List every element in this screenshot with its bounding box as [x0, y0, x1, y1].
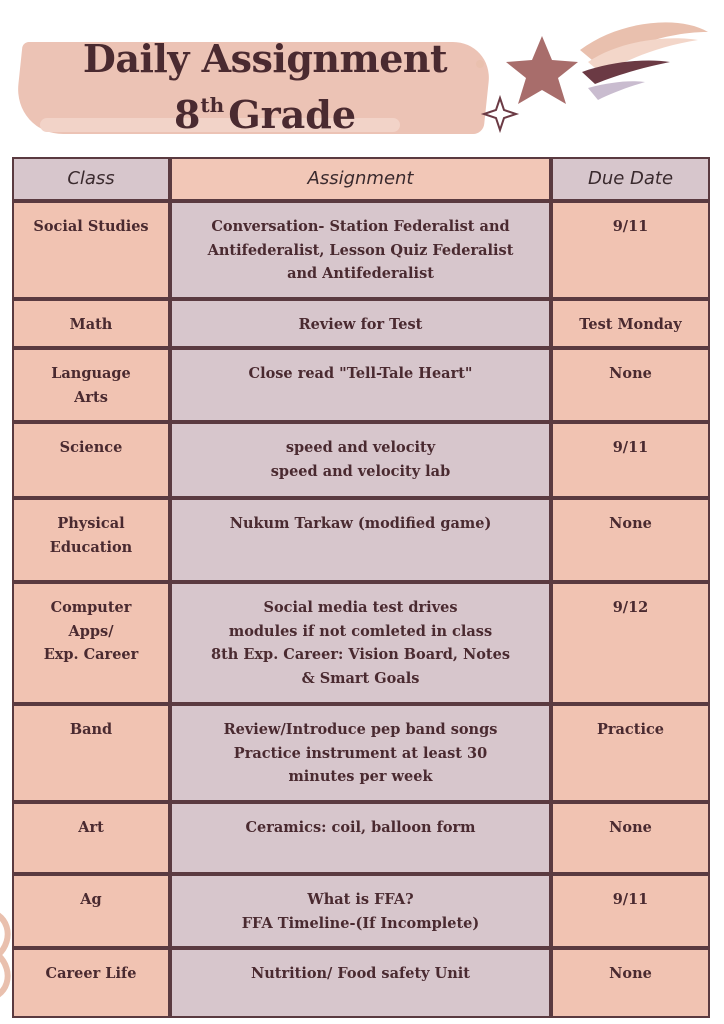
- class-cell: [12, 299, 170, 348]
- class-line: Physical: [57, 515, 125, 532]
- due-date-cell: None: [551, 498, 710, 582]
- assignment-cell: [170, 874, 551, 948]
- table-row: [12, 498, 710, 582]
- table-row: [12, 874, 710, 948]
- table-row: [12, 201, 710, 299]
- assignment-line: 8th Exp. Career: Vision Board, Notes: [210, 646, 511, 663]
- due-date-cell: 9/11: [551, 422, 710, 498]
- class-line: Science: [59, 439, 123, 456]
- assignment-line: Close read "Tell-Tale Heart": [248, 365, 473, 382]
- table-row: [12, 704, 710, 802]
- due-date-cell: None: [551, 802, 710, 874]
- assignment-cell: [170, 348, 551, 422]
- class-line: Career Life: [45, 965, 137, 982]
- assignment-cell: [170, 704, 551, 802]
- assignment-line: speed and velocity: [285, 439, 436, 456]
- class-cell: [12, 948, 170, 1018]
- class-cell: [12, 201, 170, 299]
- table-row: [12, 948, 710, 1018]
- class-line: Apps/: [68, 622, 114, 640]
- class-cell: [12, 582, 170, 704]
- class-line: Computer: [50, 599, 132, 616]
- class-line: Exp. Career: [43, 646, 139, 663]
- class-cell: [12, 422, 170, 498]
- assignment-line: modules if not comleted in class: [228, 622, 493, 640]
- class-line: Ag: [80, 891, 102, 908]
- table-header-row: [12, 157, 710, 201]
- table-row: [12, 299, 710, 348]
- due-date-cell: None: [551, 348, 710, 422]
- assignment-line: Practice instrument at least 30: [233, 744, 488, 762]
- grade-number: 8: [173, 92, 201, 137]
- assignment-cell: [170, 498, 551, 582]
- due-date-cell: Test Monday: [551, 299, 710, 348]
- class-cell: [12, 802, 170, 874]
- assignment-cell: [170, 299, 551, 348]
- assignment-line: & Smart Goals: [301, 669, 420, 687]
- assignment-line: What is FFA?: [307, 891, 414, 908]
- class-line: Arts: [74, 388, 108, 406]
- assignment-line: Conversation- Station Federalist and: [211, 218, 510, 235]
- class-line: Band: [69, 721, 113, 738]
- assignment-line: and Antifederalist: [287, 265, 434, 282]
- table-row: [12, 582, 710, 704]
- class-line: Language: [51, 365, 131, 382]
- table-row: [12, 802, 710, 874]
- table-row: [12, 348, 710, 422]
- class-line: Education: [49, 538, 133, 556]
- class-cell: [12, 498, 170, 582]
- due-date-cell: 9/11: [551, 201, 710, 299]
- class-line: Art: [78, 819, 104, 836]
- table-row: [12, 422, 710, 498]
- class-cell: [12, 874, 170, 948]
- grade-suffix: th: [200, 93, 225, 117]
- assignment-line: speed and velocity lab: [270, 462, 451, 480]
- assignment-line: Review/Introduce pep band songs: [223, 721, 498, 738]
- shooting-star-icon: [470, 10, 720, 140]
- due-date-cell: None: [551, 948, 710, 1018]
- grade-word: Grade: [228, 92, 357, 137]
- class-line: Social Studies: [33, 218, 149, 235]
- class-cell: [12, 348, 170, 422]
- assignment-cell: [170, 422, 551, 498]
- assignment-table: [12, 157, 710, 1018]
- assignment-line: Social media test drives: [263, 599, 458, 616]
- column-header-due-date: Due Date: [551, 157, 710, 201]
- due-date-cell: Practice: [551, 704, 710, 802]
- assignment-line: Review for Test: [298, 316, 423, 333]
- column-header-assignment: Assignment: [170, 157, 551, 201]
- column-header-class: Class: [12, 157, 170, 201]
- assignment-cell: [170, 802, 551, 874]
- class-line: Math: [69, 316, 113, 333]
- assignment-line: FFA Timeline-(If Incomplete): [241, 914, 480, 932]
- due-date-cell: 9/11: [551, 874, 710, 948]
- due-date-cell: 9/12: [551, 582, 710, 704]
- page-title: Daily Assignment: [82, 36, 448, 81]
- assignment-cell: [170, 948, 551, 1018]
- assignment-cell: [170, 201, 551, 299]
- assignment-line: minutes per week: [288, 768, 433, 785]
- assignment-cell: [170, 582, 551, 704]
- assignment-line: Nutrition/ Food safety Unit: [250, 965, 471, 982]
- assignment-line: Nukum Tarkaw (modified game): [229, 515, 492, 532]
- grade-heading: [0, 92, 530, 137]
- class-cell: [12, 704, 170, 802]
- assignment-line: Ceramics: coil, balloon form: [245, 819, 476, 836]
- assignment-line: Antifederalist, Lesson Quiz Federalist: [207, 241, 514, 259]
